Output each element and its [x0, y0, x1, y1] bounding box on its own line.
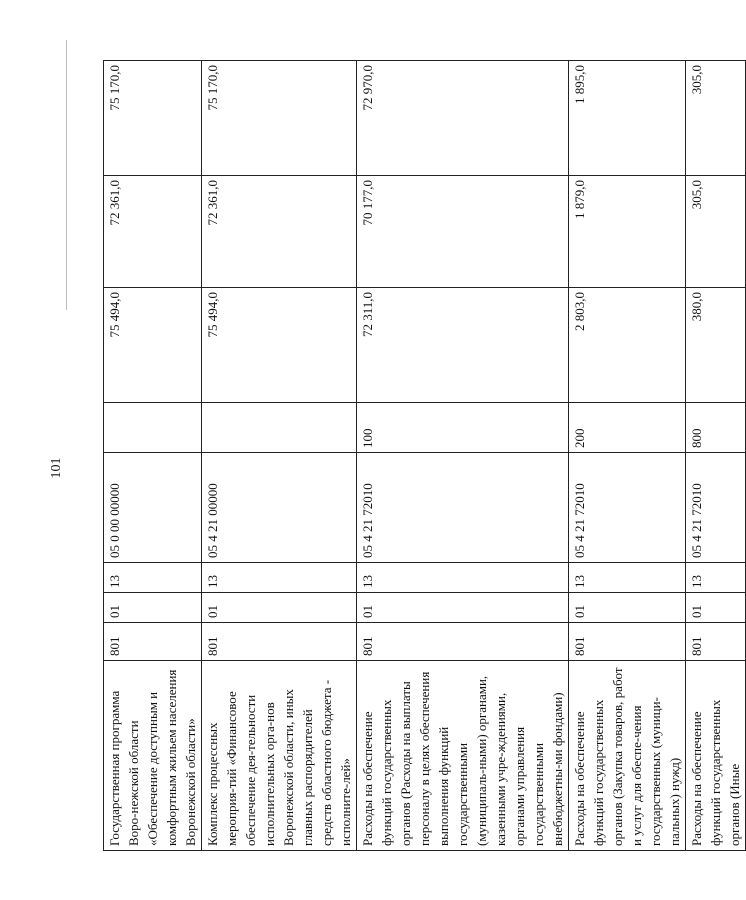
amount-2024-cell: 75 494,0	[202, 288, 357, 403]
amount-2025-cell: 1 879,0	[569, 176, 686, 288]
ministry-cell: 801	[569, 623, 686, 661]
subsection-cell: 13	[569, 563, 686, 593]
target-article-cell: 05 4 21 72010	[686, 453, 746, 563]
subsection-cell: 13	[104, 563, 202, 593]
amount-2024-cell: 75 494,0	[104, 288, 202, 403]
amount-2024-cell: 380,0	[686, 288, 746, 403]
ministry-cell: 801	[357, 623, 569, 661]
ministry-cell: 801	[104, 623, 202, 661]
expense-kind-cell	[104, 403, 202, 453]
amount-2026-cell: 1 895,0	[569, 61, 686, 176]
section-cell: 01	[357, 593, 569, 623]
section-cell: 01	[104, 593, 202, 623]
page-number: 101	[49, 457, 64, 479]
amount-2025-cell: 305,0	[686, 176, 746, 288]
table-row	[357, 61, 569, 851]
row-name-cell: Расходы на обеспечение функций государственных органов (Расходы на выплаты персоналу в целях обеспечения выполнения функций государственными (муниципаль-ными) органами, казенными учре-ждениями, органами управления государственными внебюджетны-ми фондами)	[357, 661, 569, 851]
target-article-cell: 05 4 21 00000	[202, 453, 357, 563]
section-cell: 01	[569, 593, 686, 623]
expense-kind-cell: 200	[569, 403, 686, 453]
table-row	[202, 61, 357, 851]
amount-2026-cell: 75 170,0	[202, 61, 357, 176]
table-row	[104, 61, 202, 851]
row-name-cell: Расходы на обеспечение функций государственных органов (Закупка товаров, работ и услуг для обеспе-чения государственных (муници-пальных) нужд)	[569, 661, 686, 851]
rotated-table-wrapper	[103, 61, 742, 851]
amount-2025-cell: 70 177,0	[357, 176, 569, 288]
table-row	[569, 61, 686, 851]
target-article-cell: 05 4 21 72010	[569, 453, 686, 563]
amount-2024-cell: 72 311,0	[357, 288, 569, 403]
section-cell: 01	[686, 593, 746, 623]
table-row	[686, 61, 746, 851]
target-article-cell: 05 0 00 00000	[104, 453, 202, 563]
budget-table	[103, 60, 746, 851]
amount-2024-cell: 2 803,0	[569, 288, 686, 403]
ministry-cell: 801	[202, 623, 357, 661]
amount-2026-cell: 305,0	[686, 61, 746, 176]
amount-2025-cell: 72 361,0	[202, 176, 357, 288]
subsection-cell: 13	[202, 563, 357, 593]
expense-kind-cell: 800	[686, 403, 746, 453]
section-cell: 01	[202, 593, 357, 623]
amount-2025-cell: 72 361,0	[104, 176, 202, 288]
row-name-cell: Комплекс процессных мероприя-тий «Финансовое обеспечение дея-тельности исполнительных орга-нов Воронежской области, иных главных распорядителей средств областного бюджета - исполните-лей»	[202, 661, 357, 851]
margin-line	[66, 40, 67, 310]
target-article-cell: 05 4 21 72010	[357, 453, 569, 563]
amount-2026-cell: 72 970,0	[357, 61, 569, 176]
expense-kind-cell	[202, 403, 357, 453]
expense-kind-cell: 100	[357, 403, 569, 453]
subsection-cell: 13	[357, 563, 569, 593]
subsection-cell: 13	[686, 563, 746, 593]
row-name-cell: Расходы на обеспечение функций государственных органов (Иные	[686, 661, 746, 851]
amount-2026-cell: 75 170,0	[104, 61, 202, 176]
row-name-cell: Государственная программа Воро-нежской области «Обеспечение доступным и комфортным жильем населения Воронежской области»	[104, 661, 202, 851]
ministry-cell: 801	[686, 623, 746, 661]
